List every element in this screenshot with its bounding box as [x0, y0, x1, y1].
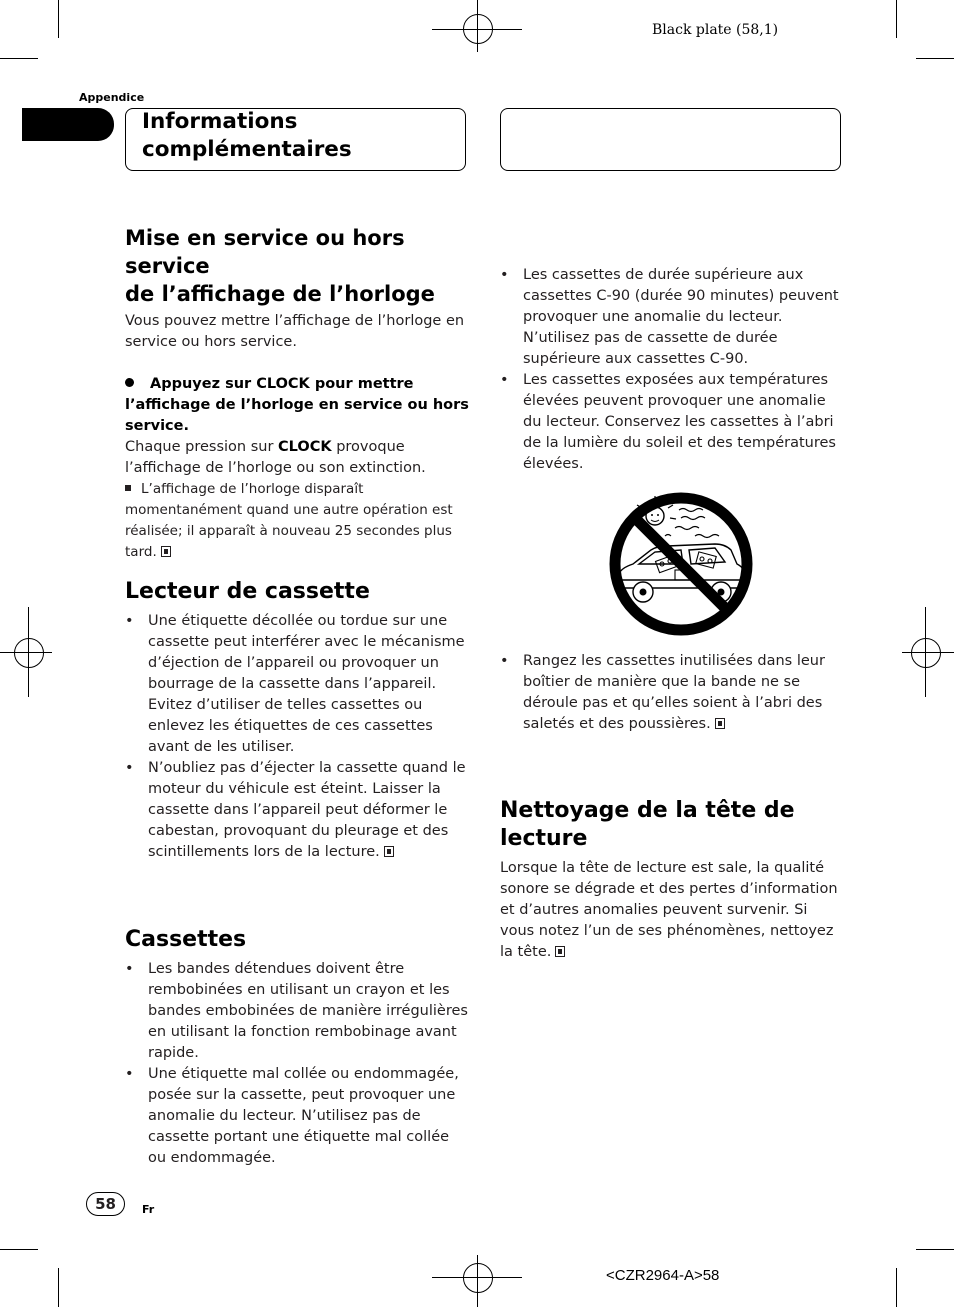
language-label: Fr: [142, 1203, 155, 1216]
registration-line: [28, 607, 29, 697]
cassettes-list: [125, 959, 470, 1169]
crop-mark: [0, 58, 38, 59]
clock-intro: Vous pouvez mettre l’affichage de l’horloge en service ou hors service.: [125, 313, 465, 350]
clock-instruction: Appuyez sur CLOCK pour mettre l’affichage de l’horloge en service ou hors service.: [125, 376, 469, 434]
page-number-badge: 58: [86, 1192, 125, 1216]
end-mark-icon: [161, 546, 171, 557]
cassette-player-section: [125, 578, 470, 863]
cassettes-continued: [500, 265, 845, 475]
end-mark-icon: [555, 946, 565, 957]
head-cleaning-body: Lorsque la tête de lecture est sale, la qualité sonore se dégrade et des pertes d’information et d’autres anomalies peuvent survenir. Si vous notez l’un de ses phénomènes, nettoyez la tête.: [500, 860, 838, 960]
cassettes-section: [125, 926, 470, 1169]
clock-section: [125, 224, 470, 563]
list-item: • N’oubliez pas d’éjecter la cassette quand le moteur du véhicule est éteint. Laisser la cassette dans l’appareil peut déformer le cabestan, provoquant du pleurage et des scintillements lors de la lecture.: [125, 760, 466, 860]
list-item: • Une étiquette décollée ou tordue sur une cassette peut interférer avec le mécanisme d’éjection de l’appareil ou provoquer un bourrage de la cassette dans l’appareil. Evitez d’utiliser de telles cassettes ou enlevez les étiquettes de ces cassettes avant de les utiliser.: [125, 613, 465, 755]
head-cleaning-section: [500, 797, 845, 963]
end-mark-icon: [715, 718, 725, 729]
section-title: Informations complémentaires: [142, 109, 352, 162]
cassette-player-title: Lecteur de cassette: [125, 579, 370, 604]
list-item: • Les bandes détendues doivent être rembobinées en utilisant un crayon et les bandes embobinées de manière irrégulières en utilisant la fonction rembobinage avant rapide.: [125, 961, 468, 1061]
list-item: • Les cassettes de durée supérieure aux cassettes C-90 (durée 90 minutes) peuvent provoquer une anomalie du lecteur. N’utilisez pas de cassette de durée supérieure aux cassettes C-90.: [500, 267, 839, 367]
registration-line: [477, 1255, 478, 1307]
bullet-dot-icon: [125, 378, 134, 387]
registration-mark-left: [14, 638, 44, 668]
registration-line: [477, 0, 478, 52]
registration-line: [0, 652, 52, 653]
list-item: • Une étiquette mal collée ou endommagée, posée sur la cassette, peut provoquer une anomalie du lecteur. N’utilisez pas de cassette portant une étiquette mal collée ou endommagée.: [125, 1066, 459, 1166]
plate-label: Black plate (58,1): [652, 22, 779, 38]
list-item: • Les cassettes exposées aux températures élevées peuvent provoquer une anomalie du lecteur. Conservez les cassettes à l’abri de la lumière du soleil et des températures élevées.: [500, 372, 836, 472]
document-code: <CZR2964-A>58: [606, 1267, 720, 1284]
cassettes-title: Cassettes: [125, 927, 247, 952]
list-item: • Rangez les cassettes inutilisées dans leur boîtier de manière que la bande ne se déroule pas et qu’elles soient à l’abri des saletés et des poussières.: [500, 653, 825, 732]
no-heat-illustration: [605, 488, 757, 640]
crop-mark: [916, 58, 954, 59]
head-cleaning-title: Nettoyage de la tête de lecture: [500, 798, 795, 851]
note-square-icon: [125, 485, 131, 491]
crop-mark: [58, 0, 59, 38]
registration-mark-right: [911, 638, 941, 668]
registration-line: [925, 607, 926, 697]
clock-press-text: Chaque pression sur CLOCK provoque l’affichage de l’horloge ou son extinction.: [125, 439, 426, 476]
crop-mark: [896, 1268, 897, 1307]
crop-mark: [58, 1268, 59, 1307]
empty-header-box: [500, 108, 841, 171]
registration-line: [902, 652, 954, 653]
cassettes-storage: [500, 651, 845, 735]
section-tab: [22, 108, 114, 141]
crop-mark: [916, 1249, 954, 1250]
crop-mark: [896, 0, 897, 38]
registration-mark-bottom: [463, 1263, 493, 1293]
clock-section-title: Mise en service ou hors service de l’affichage de l’horloge: [125, 226, 435, 306]
crop-mark: [0, 1249, 38, 1250]
hot-car-prohibited-icon: [605, 488, 757, 640]
cassette-player-list: [125, 611, 470, 863]
cassettes-list-storage: [500, 651, 845, 735]
end-mark-icon: [384, 846, 394, 857]
section-label: Appendice: [79, 91, 145, 104]
cassettes-list-continued: [500, 265, 845, 475]
clock-note: L’affichage de l’horloge disparaît momentanément quand une autre opération est réalisée; il apparaît à nouveau 25 secondes plus tard.: [125, 481, 453, 560]
